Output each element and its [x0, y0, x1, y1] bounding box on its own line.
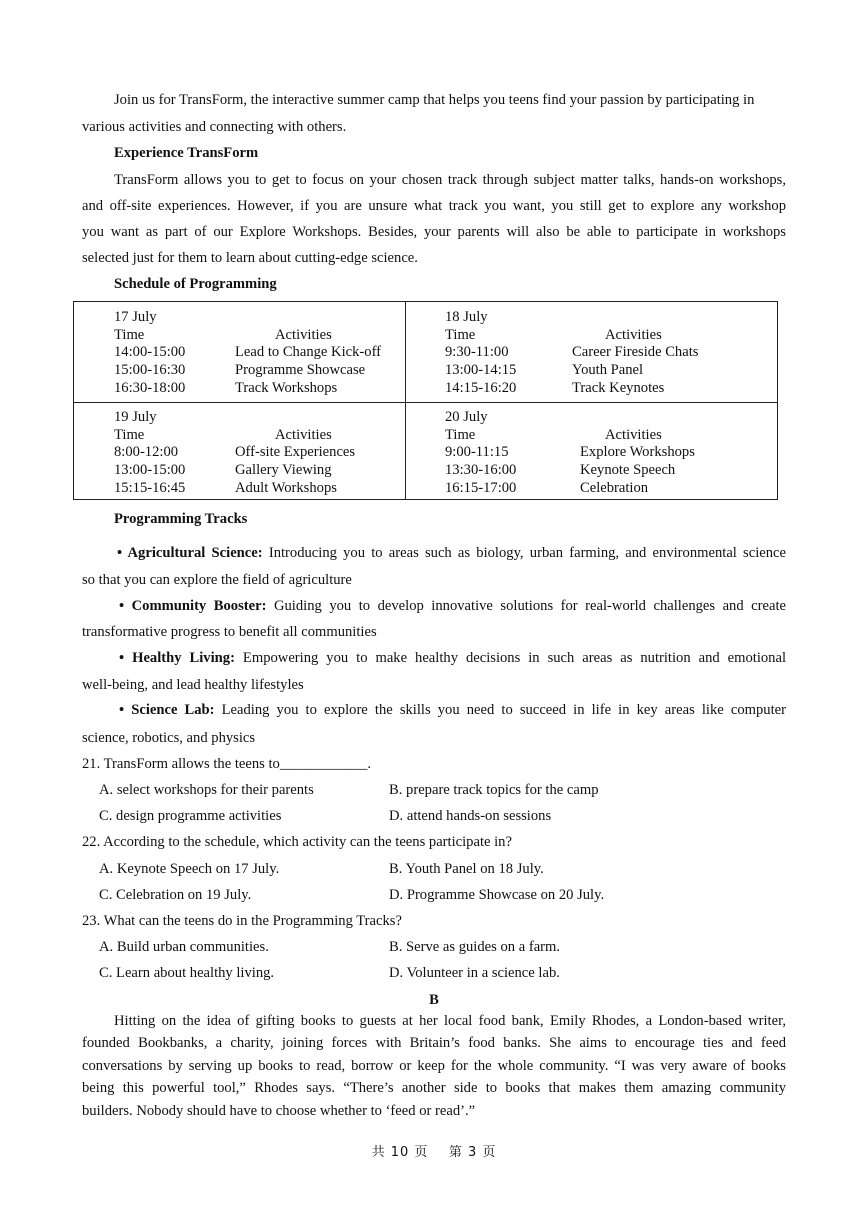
slot-time: 15:15-16:45 [114, 479, 186, 496]
section-b-line-5: builders. Nobody should have to choose whether to ‘feed or read’.” [82, 1103, 476, 1119]
slot-activity: Celebration [580, 479, 649, 496]
question-21-option-c: C. design programme activities [99, 808, 282, 824]
schedule-day-20-july [445, 409, 765, 497]
section-b-line-1: Hitting on the idea of gifting books to guests at her local food bank, Emily Rhodes, a London-based writer, [114, 1013, 786, 1029]
day-date: 18 July [445, 309, 488, 325]
question-23-option-a: A. Build urban communities. [99, 939, 269, 955]
question-22-stem: 22. According to the schedule, which activity can the teens participate in? [82, 834, 512, 850]
track-title: Healthy Living: [132, 650, 235, 666]
slot-time: 13:00-15:00 [114, 462, 186, 479]
question-22-option-c: C. Celebration on 19 July. [99, 887, 252, 903]
track-healthy-line-2: well-being, and lead healthy lifestyles [82, 677, 304, 693]
track-agricultural-line-1: • Agricultural Science: Introducing you to areas such as biology, urban farming, and environmental science [117, 545, 787, 561]
section-b-line-4: being this powerful tool,” Rhodes says. “There’s another side to books that makes them amazing community [82, 1080, 786, 1096]
experience-line-4: selected just for them to learn about cutting-edge science. [82, 250, 418, 266]
time-header: Time [445, 426, 476, 443]
experience-line-1: TransForm allows you to get to focus on your chosen track through subject matter talks, hands-on workshops, [114, 172, 786, 188]
activities-header: Activities [275, 326, 332, 343]
track-desc: Guiding you to develop innovative solutions for real-world challenges and create [273, 598, 786, 614]
question-22-option-d: D. Programme Showcase on 20 July. [389, 887, 605, 903]
question-23-option-b: B. Serve as guides on a farm. [389, 939, 561, 955]
heading-experience: Experience TransForm [114, 145, 259, 161]
question-21-option-d: D. attend hands-on sessions [389, 808, 552, 824]
track-desc: Leading you to explore the skills you need to succeed in life in key areas like computer [221, 702, 786, 718]
experience-line-2: and off-site experiences. However, if you are unsure what track you want, you still get to explore any workshop [82, 198, 786, 214]
track-desc: Empowering you to make healthy decisions in such areas as nutrition and emotional [242, 650, 787, 666]
schedule-table [73, 301, 778, 500]
day-date: 20 July [445, 409, 488, 425]
day-date: 17 July [114, 309, 157, 325]
question-21-option-a: A. select workshops for their parents [99, 782, 314, 798]
intro-line-2: various activities and connecting with others. [82, 119, 347, 135]
intro-line-1: Join us for TransForm, the interactive summer camp that helps you teens find your passion by participating in [114, 92, 755, 108]
schedule-day-18-july [445, 309, 765, 397]
slot-activity: Programme Showcase [235, 362, 366, 379]
time-header: Time [114, 326, 145, 343]
heading-tracks: Programming Tracks [114, 511, 248, 527]
question-23-option-c: C. Learn about healthy living. [99, 965, 275, 981]
schedule-day-19-july [114, 409, 394, 497]
question-23-option-d: D. Volunteer in a science lab. [389, 965, 560, 981]
track-title: Agricultural Science: [127, 545, 263, 561]
activities-header: Activities [275, 426, 332, 443]
track-title: Science Lab: [131, 702, 215, 718]
activities-header: Activities [605, 326, 662, 343]
track-title: Community Booster: [131, 598, 267, 614]
page-footer: 共 10 页 第 3 页 [371, 1145, 497, 1160]
track-desc: Introducing you to areas such as biology, urban farming, and environmental science [268, 545, 787, 561]
slot-activity: Track Keynotes [572, 379, 665, 396]
slot-activity: Track Workshops [235, 379, 338, 396]
question-22-option-a: A. Keynote Speech on 17 July. [99, 861, 280, 877]
table-divider-horizontal [74, 402, 777, 403]
section-b-line-2: founded Bookbanks, a charity, joining forces with Britain’s food banks. She aims to encourage ties and feed [82, 1035, 786, 1051]
slot-activity: Lead to Change Kick-off [235, 344, 382, 361]
question-23-stem: 23. What can the teens do in the Programming Tracks? [82, 913, 402, 929]
track-science-line-1: • Science Lab: Leading you to explore the skills you need to succeed in life in key areas like computer [119, 702, 786, 718]
slot-time: 16:15-17:00 [445, 479, 517, 496]
slot-activity: Career Fireside Chats [572, 344, 699, 361]
slot-activity: Adult Workshops [235, 479, 337, 496]
slot-time: 8:00-12:00 [114, 444, 179, 461]
experience-line-3: you want as part of our Explore Workshops. Besides, your parents will also be able to participate in workshops [82, 224, 786, 240]
slot-activity: Explore Workshops [580, 444, 695, 461]
question-21-option-b: B. prepare track topics for the camp [389, 782, 599, 798]
slot-activity: Youth Panel [572, 362, 644, 379]
track-healthy-line-1: • Healthy Living: Empowering you to make healthy decisions in such areas as nutrition and emotional [119, 650, 787, 666]
slot-time: 14:15-16:20 [445, 379, 517, 396]
heading-schedule: Schedule of Programming [114, 276, 277, 292]
activities-header: Activities [605, 426, 662, 443]
slot-time: 14:00-15:00 [114, 344, 186, 361]
section-b-line-3: conversations by serving up books to read, borrow or keep for the whole community. “I was very aware of books [82, 1058, 786, 1074]
section-b-label: B [429, 992, 439, 1008]
slot-time: 15:00-16:30 [114, 362, 186, 379]
slot-activity: Keynote Speech [580, 462, 676, 479]
schedule-day-17-july [114, 309, 394, 397]
slot-activity: Gallery Viewing [235, 462, 332, 479]
slot-time: 9:00-11:15 [445, 444, 509, 461]
track-science-line-2: science, robotics, and physics [82, 730, 256, 746]
table-divider-vertical [405, 302, 406, 499]
day-date: 19 July [114, 409, 157, 425]
time-header: Time [445, 326, 476, 343]
track-community-line-2: transformative progress to benefit all communities [82, 624, 377, 640]
slot-time: 13:00-14:15 [445, 362, 517, 379]
slot-time: 13:30-16:00 [445, 462, 517, 479]
question-22-option-b: B. Youth Panel on 18 July. [389, 861, 544, 877]
slot-activity: Off-site Experiences [235, 444, 356, 461]
slot-time: 9:30-11:00 [445, 344, 509, 361]
track-agricultural-line-2: so that you can explore the field of agriculture [82, 572, 352, 588]
time-header: Time [114, 426, 145, 443]
track-community-line-1: • Community Booster: Guiding you to develop innovative solutions for real-world challenges and create [119, 598, 786, 614]
question-21-stem: 21. TransForm allows the teens to____________. [82, 756, 372, 772]
slot-time: 16:30-18:00 [114, 379, 186, 396]
